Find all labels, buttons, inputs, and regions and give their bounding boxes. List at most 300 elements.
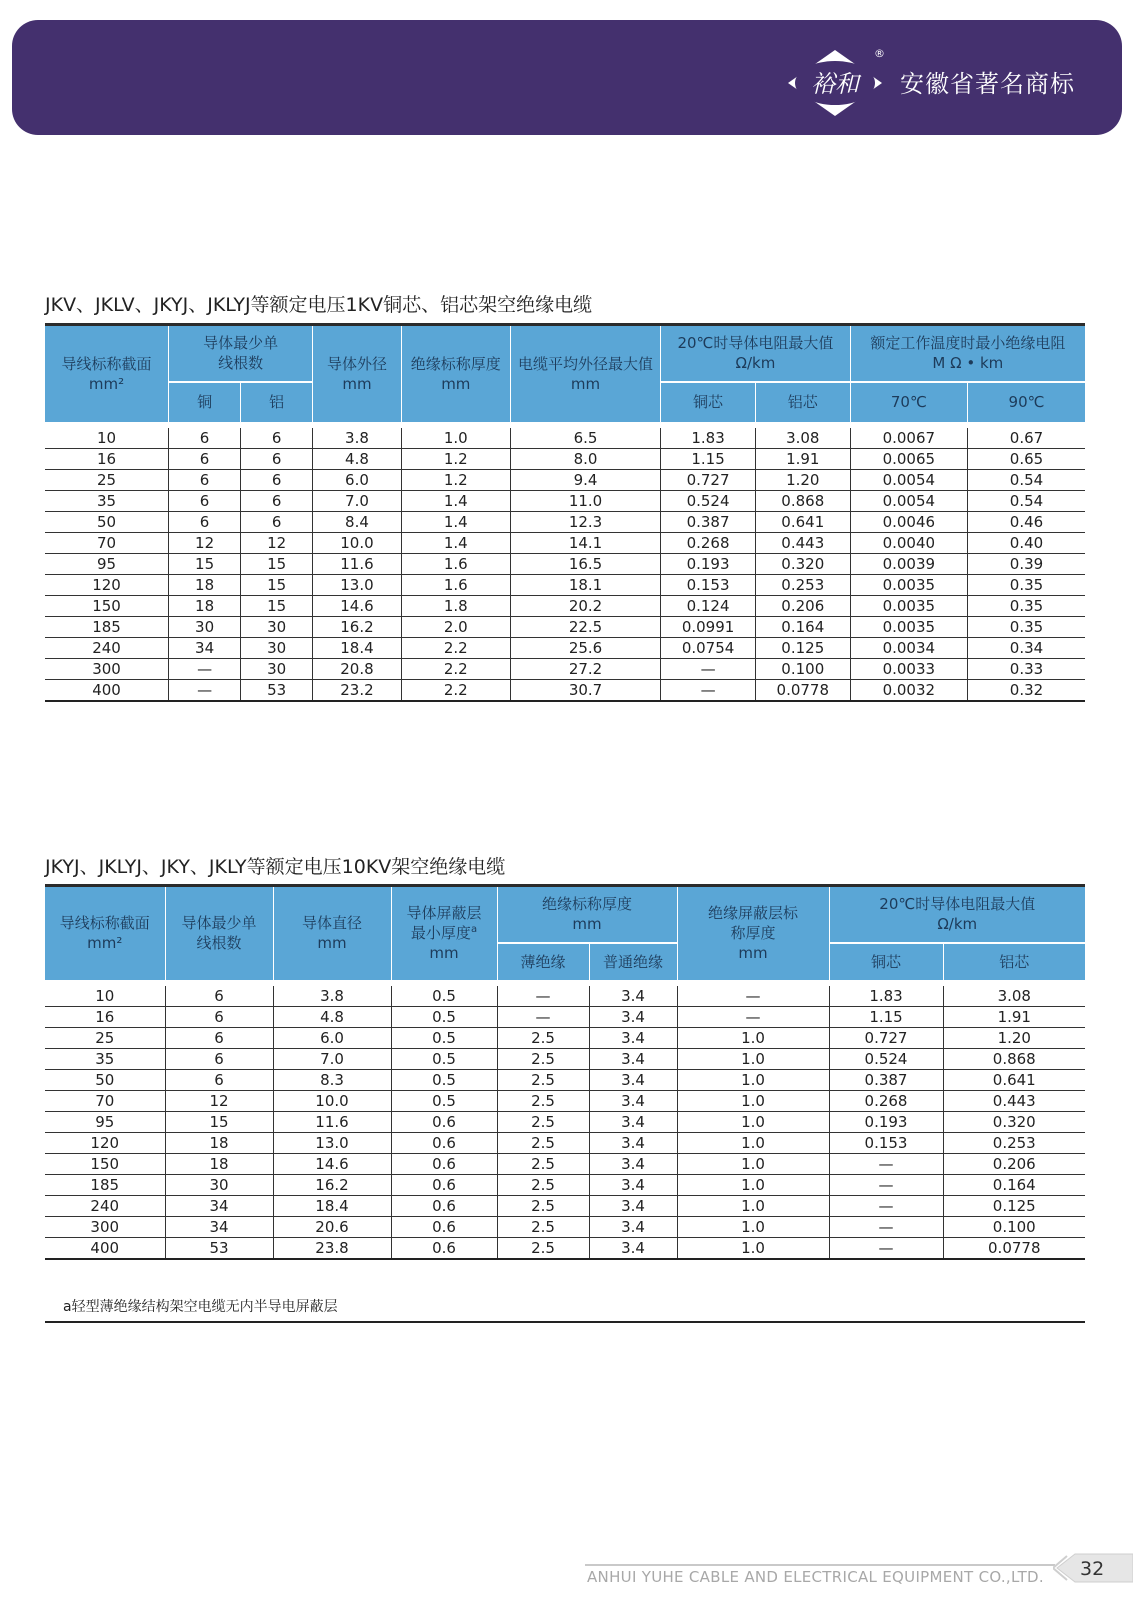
table-cell: 0.5 xyxy=(391,1090,497,1111)
table-cell: 0.0032 xyxy=(850,679,967,701)
table-cell: 0.727 xyxy=(829,1027,943,1048)
table-cell: 0.164 xyxy=(755,616,850,637)
table1-body xyxy=(45,425,1085,701)
table-cell: 20.6 xyxy=(273,1216,391,1237)
table-cell: 18 xyxy=(165,1153,273,1174)
table-cell: 30.7 xyxy=(510,679,660,701)
table-cell: 3.4 xyxy=(589,1048,677,1069)
table-cell: 7.0 xyxy=(273,1048,391,1069)
table1-row xyxy=(45,595,1085,616)
table-cell: 18.4 xyxy=(313,637,402,658)
table-cell: 0.54 xyxy=(968,469,1085,490)
table-cell: — xyxy=(677,1006,829,1027)
th-temp70: 70℃ xyxy=(850,382,967,425)
table-cell: 0.100 xyxy=(943,1216,1085,1237)
th2-min-wires: 导体最少单 线根数 xyxy=(165,886,273,983)
table-cell: 2.5 xyxy=(497,1237,589,1259)
table-cell: 3.4 xyxy=(589,1153,677,1174)
table-cell: 1.20 xyxy=(755,469,850,490)
table-cell: — xyxy=(169,658,241,679)
table-cell: 6.0 xyxy=(313,469,402,490)
table-cell: 1.4 xyxy=(401,532,510,553)
table-cell: 14.6 xyxy=(313,595,402,616)
th2-shield-line2: 最小厚度 xyxy=(410,924,471,943)
table-cell: 0.320 xyxy=(943,1111,1085,1132)
th-section: 导线标称截面 mm² xyxy=(45,325,169,425)
table-cell: — xyxy=(497,1006,589,1027)
table-cell: 6 xyxy=(165,1048,273,1069)
table-cell: 0.34 xyxy=(968,637,1085,658)
table2-row xyxy=(45,1006,1085,1027)
th2-resistance: 20℃时导体电阻最大值 Ω/km xyxy=(829,886,1085,943)
table-cell: 0.6 xyxy=(391,1216,497,1237)
table-cell: 18.4 xyxy=(273,1195,391,1216)
table-cell: 2.5 xyxy=(497,1048,589,1069)
table-cell: 15 xyxy=(165,1111,273,1132)
table-cell: 0.5 xyxy=(391,1027,497,1048)
table-cell: 35 xyxy=(45,1048,165,1069)
th2-thin-insulation: 薄绝缘 xyxy=(497,943,589,983)
table-cell: 70 xyxy=(45,532,169,553)
table1-row xyxy=(45,616,1085,637)
table-cell: 30 xyxy=(169,616,241,637)
table1-row xyxy=(45,637,1085,658)
table-cell: 2.5 xyxy=(497,1153,589,1174)
table1-row xyxy=(45,553,1085,574)
table-cell: 16.5 xyxy=(510,553,660,574)
table-cell: — xyxy=(661,658,756,679)
table-cell: 0.32 xyxy=(968,679,1085,701)
table-cell: 0.0991 xyxy=(661,616,756,637)
table-cell: 400 xyxy=(45,1237,165,1259)
table2-title: JKYJ、JKLYJ、JKY、JKLY等额定电压10KV架空绝缘电缆 xyxy=(45,856,506,878)
table-cell: 0.320 xyxy=(755,553,850,574)
table-cell: 2.2 xyxy=(401,658,510,679)
table-cell: 3.08 xyxy=(943,983,1085,1007)
th-aluminum: 铝 xyxy=(241,382,313,425)
table2-row xyxy=(45,1090,1085,1111)
th2-res-aluminum: 铝芯 xyxy=(943,943,1085,983)
th-outer-diameter: 导体外径 mm xyxy=(313,325,402,425)
table-cell: 0.125 xyxy=(943,1195,1085,1216)
footer-rule xyxy=(585,1564,1055,1566)
brand-tagline: 安徽省著名商标 xyxy=(900,70,1075,98)
table-cell: 0.40 xyxy=(968,532,1085,553)
table2-row xyxy=(45,1153,1085,1174)
table-cell: 0.0035 xyxy=(850,616,967,637)
table-cell: 1.91 xyxy=(755,448,850,469)
table-cell: 14.1 xyxy=(510,532,660,553)
table-cell: 6 xyxy=(241,448,313,469)
table2-row xyxy=(45,983,1085,1007)
table-cell: 1.2 xyxy=(401,448,510,469)
table-cell: 13.0 xyxy=(273,1132,391,1153)
table-cell: 0.124 xyxy=(661,595,756,616)
table-cell: 25 xyxy=(45,1027,165,1048)
table-cell: — xyxy=(829,1174,943,1195)
th-res-copper: 铜芯 xyxy=(661,382,756,425)
table-cell: 0.35 xyxy=(968,595,1085,616)
table-cell: 34 xyxy=(165,1216,273,1237)
table-cell: 0.268 xyxy=(829,1090,943,1111)
table-cell: 16.2 xyxy=(273,1174,391,1195)
table2-row xyxy=(45,1027,1085,1048)
th-copper: 铜 xyxy=(169,382,241,425)
table-cell: 1.0 xyxy=(677,1132,829,1153)
table-cell: 16.2 xyxy=(313,616,402,637)
table2-row xyxy=(45,1069,1085,1090)
table-cell: 30 xyxy=(241,637,313,658)
table-cell: 0.206 xyxy=(943,1153,1085,1174)
table2-row xyxy=(45,1216,1085,1237)
table-cell: 3.8 xyxy=(273,983,391,1007)
table-cell: 25 xyxy=(45,469,169,490)
th2-conductor-shield xyxy=(391,886,497,983)
table-cell: 6 xyxy=(169,448,241,469)
table-cell: 1.0 xyxy=(677,1027,829,1048)
table-cell: 0.387 xyxy=(829,1069,943,1090)
table-cell: 1.4 xyxy=(401,490,510,511)
table-cell: 3.4 xyxy=(589,1006,677,1027)
table-cell: — xyxy=(829,1237,943,1259)
table-cell: 1.0 xyxy=(401,425,510,449)
table-cell: 15 xyxy=(169,553,241,574)
table-cell: 4.8 xyxy=(273,1006,391,1027)
table-cell: 1.0 xyxy=(677,1174,829,1195)
th2-conductor-diameter: 导体直径 mm xyxy=(273,886,391,983)
table-cell: 70 xyxy=(45,1090,165,1111)
table-cell: 2.5 xyxy=(497,1090,589,1111)
table-cell: 0.0046 xyxy=(850,511,967,532)
table-cell: 0.0033 xyxy=(850,658,967,679)
table1-row xyxy=(45,448,1085,469)
table-cell: 2.5 xyxy=(497,1111,589,1132)
table-cell: 0.0778 xyxy=(755,679,850,701)
table-cell: 400 xyxy=(45,679,169,701)
table-cell: 35 xyxy=(45,490,169,511)
table-cell: 0.6 xyxy=(391,1195,497,1216)
table-cell: 12.3 xyxy=(510,511,660,532)
table-cell: 0.5 xyxy=(391,1048,497,1069)
table2-row xyxy=(45,1132,1085,1153)
table-cell: 6 xyxy=(165,1006,273,1027)
table-cell: 3.4 xyxy=(589,1090,677,1111)
table-cell: 240 xyxy=(45,1195,165,1216)
table-cell: 0.35 xyxy=(968,574,1085,595)
table-cell: 3.4 xyxy=(589,983,677,1007)
table-cell: 6 xyxy=(165,1069,273,1090)
table-cell: 1.0 xyxy=(677,1090,829,1111)
table-cell: 10.0 xyxy=(273,1090,391,1111)
table-cell: 0.100 xyxy=(755,658,850,679)
registered-mark: ® xyxy=(874,47,885,60)
table1-row xyxy=(45,511,1085,532)
table-cell: 0.0054 xyxy=(850,490,967,511)
table-cell: 53 xyxy=(241,679,313,701)
table-cell: 0.5 xyxy=(391,1069,497,1090)
table-cell: 0.0054 xyxy=(850,469,967,490)
table-cell: 0.443 xyxy=(943,1090,1085,1111)
th-cable-avg-od: 电缆平均外径最大值 mm xyxy=(510,325,660,425)
table-cell: 6 xyxy=(169,469,241,490)
table-cell: 10.0 xyxy=(313,532,402,553)
table-cell: 3.4 xyxy=(589,1237,677,1259)
table-cell: 6.5 xyxy=(510,425,660,449)
table-cell: 0.0040 xyxy=(850,532,967,553)
table-cell: 6 xyxy=(169,425,241,449)
table-cell: 34 xyxy=(165,1195,273,1216)
table-cell: 18.1 xyxy=(510,574,660,595)
table-cell: 0.67 xyxy=(968,425,1085,449)
table-cell: 27.2 xyxy=(510,658,660,679)
table2-row xyxy=(45,1111,1085,1132)
th-res-aluminum: 铝芯 xyxy=(755,382,850,425)
table-cell: 1.91 xyxy=(943,1006,1085,1027)
table-cell: 2.5 xyxy=(497,1027,589,1048)
table-cell: 23.2 xyxy=(313,679,402,701)
table-cell: 6 xyxy=(169,511,241,532)
table-cell: 2.5 xyxy=(497,1216,589,1237)
table-cell: 185 xyxy=(45,616,169,637)
table-cell: 0.5 xyxy=(391,1006,497,1027)
table1-row xyxy=(45,658,1085,679)
table-cell: 20.8 xyxy=(313,658,402,679)
table-cell: 1.8 xyxy=(401,595,510,616)
table-cell: 1.0 xyxy=(677,1237,829,1259)
table-cell: 6 xyxy=(169,490,241,511)
table-cell: 6.0 xyxy=(273,1027,391,1048)
table-cell: 11.6 xyxy=(273,1111,391,1132)
table-cell: 3.8 xyxy=(313,425,402,449)
table-cell: 0.443 xyxy=(755,532,850,553)
table-cell: 0.206 xyxy=(755,595,850,616)
company-name: ANHUI YUHE CABLE AND ELECTRICAL EQUIPMENT CO.,LTD. xyxy=(587,1568,1044,1586)
table-cell: 1.15 xyxy=(829,1006,943,1027)
table-cell: 2.0 xyxy=(401,616,510,637)
table-cell: 95 xyxy=(45,553,169,574)
table-cell: 0.0065 xyxy=(850,448,967,469)
table1-row xyxy=(45,425,1085,449)
table-cell: 0.6 xyxy=(391,1111,497,1132)
table-cell: 1.83 xyxy=(661,425,756,449)
th-insulation-resistance: 额定工作温度时最小绝缘电阻 M Ω • km xyxy=(850,325,1085,382)
table-cell: 3.4 xyxy=(589,1195,677,1216)
table-cell: 1.2 xyxy=(401,469,510,490)
table-cell: 20.2 xyxy=(510,595,660,616)
table2-row xyxy=(45,1048,1085,1069)
table-cell: 0.46 xyxy=(968,511,1085,532)
table-cell: 0.641 xyxy=(943,1069,1085,1090)
table-cell: 2.2 xyxy=(401,679,510,701)
table-cell: 0.153 xyxy=(829,1132,943,1153)
table-cell: 30 xyxy=(165,1174,273,1195)
table-cell: 50 xyxy=(45,1069,165,1090)
table-cell: 8.3 xyxy=(273,1069,391,1090)
table-cell: 6 xyxy=(165,983,273,1007)
table2 xyxy=(45,884,1085,1260)
th-min-wires: 导体最少单 线根数 xyxy=(169,325,313,382)
table-cell: 0.0778 xyxy=(943,1237,1085,1259)
yuhe-logo xyxy=(786,48,884,118)
table-cell: 30 xyxy=(241,658,313,679)
table-cell: 50 xyxy=(45,511,169,532)
th2-shield-line1: 导体屏蔽层 xyxy=(406,904,482,923)
table-cell: 1.15 xyxy=(661,448,756,469)
table-cell: — xyxy=(677,983,829,1007)
table1-row xyxy=(45,532,1085,553)
table1-row xyxy=(45,490,1085,511)
table1-title: JKV、JKLV、JKYJ、JKLYJ等额定电压1KV铜芯、铝芯架空绝缘电缆 xyxy=(45,294,593,316)
th2-shield-footnote-mark: a xyxy=(470,924,478,936)
table-cell: 0.727 xyxy=(661,469,756,490)
table1-row xyxy=(45,469,1085,490)
table-cell: 0.39 xyxy=(968,553,1085,574)
table-cell: 3.4 xyxy=(589,1174,677,1195)
table-cell: 1.6 xyxy=(401,553,510,574)
page-number: 32 xyxy=(1080,1558,1105,1580)
table-cell: — xyxy=(497,983,589,1007)
table-cell: 6 xyxy=(241,490,313,511)
table-cell: 1.20 xyxy=(943,1027,1085,1048)
table-cell: 3.4 xyxy=(589,1132,677,1153)
table-cell: 1.0 xyxy=(677,1216,829,1237)
table-cell: 150 xyxy=(45,1153,165,1174)
table-cell: 23.8 xyxy=(273,1237,391,1259)
table2-body xyxy=(45,983,1085,1259)
table1-row xyxy=(45,679,1085,701)
table-cell: 0.524 xyxy=(829,1048,943,1069)
th2-shield-unit: mm xyxy=(429,944,459,963)
table-cell: 18 xyxy=(169,574,241,595)
th2-insulation-shield: 绝缘屏蔽层标 称厚度 mm xyxy=(677,886,829,983)
table-cell: 22.5 xyxy=(510,616,660,637)
table-cell: 2.5 xyxy=(497,1132,589,1153)
th-resistance: 20℃时导体电阻最大值 Ω/km xyxy=(661,325,850,382)
table-cell: 30 xyxy=(241,616,313,637)
table-cell: 8.4 xyxy=(313,511,402,532)
table-cell: 18 xyxy=(169,595,241,616)
table-cell: 0.35 xyxy=(968,616,1085,637)
table-cell: 3.4 xyxy=(589,1069,677,1090)
table-cell: 1.0 xyxy=(677,1195,829,1216)
table-cell: 1.83 xyxy=(829,983,943,1007)
table-cell: 0.253 xyxy=(943,1132,1085,1153)
table-cell: 3.4 xyxy=(589,1111,677,1132)
table-cell: 0.6 xyxy=(391,1132,497,1153)
table-cell: 120 xyxy=(45,1132,165,1153)
table-cell: 0.868 xyxy=(755,490,850,511)
table-cell: — xyxy=(169,679,241,701)
table-cell: 12 xyxy=(169,532,241,553)
table-cell: 6 xyxy=(241,469,313,490)
table-cell: 300 xyxy=(45,1216,165,1237)
th2-res-copper: 铜芯 xyxy=(829,943,943,983)
table-cell: 0.641 xyxy=(755,511,850,532)
table-cell: 0.5 xyxy=(391,983,497,1007)
th2-normal-insulation: 普通绝缘 xyxy=(589,943,677,983)
table-cell: 2.5 xyxy=(497,1174,589,1195)
table-cell: 3.08 xyxy=(755,425,850,449)
table-cell: 1.4 xyxy=(401,511,510,532)
table-cell: 15 xyxy=(241,553,313,574)
table-cell: 3.4 xyxy=(589,1027,677,1048)
table-cell: 16 xyxy=(45,1006,165,1027)
table-cell: 2.5 xyxy=(497,1069,589,1090)
table-cell: 0.125 xyxy=(755,637,850,658)
table-cell: 7.0 xyxy=(313,490,402,511)
table-cell: 6 xyxy=(165,1027,273,1048)
table2-row xyxy=(45,1237,1085,1259)
table2-row xyxy=(45,1174,1085,1195)
table-cell: 14.6 xyxy=(273,1153,391,1174)
table-cell: 0.6 xyxy=(391,1174,497,1195)
table-cell: 15 xyxy=(241,574,313,595)
table-cell: 1.0 xyxy=(677,1069,829,1090)
table-cell: — xyxy=(829,1195,943,1216)
table-cell: 1.0 xyxy=(677,1153,829,1174)
table1 xyxy=(45,323,1085,702)
table-cell: 0.6 xyxy=(391,1153,497,1174)
table-cell: 1.0 xyxy=(677,1048,829,1069)
table-cell: 300 xyxy=(45,658,169,679)
table-cell: 240 xyxy=(45,637,169,658)
table-cell: 12 xyxy=(241,532,313,553)
table-cell: 0.164 xyxy=(943,1174,1085,1195)
table-cell: 0.253 xyxy=(755,574,850,595)
table-cell: — xyxy=(661,679,756,701)
table-cell: 1.0 xyxy=(677,1111,829,1132)
table-cell: 10 xyxy=(45,425,169,449)
table-cell: 95 xyxy=(45,1111,165,1132)
table-cell: 0.868 xyxy=(943,1048,1085,1069)
table-cell: 18 xyxy=(165,1132,273,1153)
table-cell: 53 xyxy=(165,1237,273,1259)
table1-row xyxy=(45,574,1085,595)
table-cell: 6 xyxy=(241,425,313,449)
table2-footnote: a轻型薄绝缘结构架空电缆无内半导电屏蔽层 xyxy=(45,1296,1085,1323)
table-cell: 0.524 xyxy=(661,490,756,511)
th2-section: 导线标称截面 mm² xyxy=(45,886,165,983)
table-cell: 2.2 xyxy=(401,637,510,658)
table-cell: 0.0035 xyxy=(850,595,967,616)
table-cell: 1.6 xyxy=(401,574,510,595)
table-cell: — xyxy=(829,1216,943,1237)
table-cell: — xyxy=(829,1153,943,1174)
table-cell: 10 xyxy=(45,983,165,1007)
table-cell: 2.5 xyxy=(497,1195,589,1216)
table-cell: 0.268 xyxy=(661,532,756,553)
table-cell: 11.6 xyxy=(313,553,402,574)
table-cell: 0.0754 xyxy=(661,637,756,658)
table-cell: 0.54 xyxy=(968,490,1085,511)
table-cell: 34 xyxy=(169,637,241,658)
table-cell: 0.387 xyxy=(661,511,756,532)
table-cell: 120 xyxy=(45,574,169,595)
th-temp90: 90℃ xyxy=(968,382,1085,425)
table-cell: 13.0 xyxy=(313,574,402,595)
table-cell: 11.0 xyxy=(510,490,660,511)
table-cell: 0.0034 xyxy=(850,637,967,658)
table2-row xyxy=(45,1195,1085,1216)
table-cell: 16 xyxy=(45,448,169,469)
table-cell: 185 xyxy=(45,1174,165,1195)
table-cell: 0.0035 xyxy=(850,574,967,595)
table-cell: 12 xyxy=(165,1090,273,1111)
table-cell: 0.0039 xyxy=(850,553,967,574)
table-cell: 9.4 xyxy=(510,469,660,490)
th2-insulation-thickness: 绝缘标称厚度 mm xyxy=(497,886,677,943)
table-cell: 0.193 xyxy=(829,1111,943,1132)
